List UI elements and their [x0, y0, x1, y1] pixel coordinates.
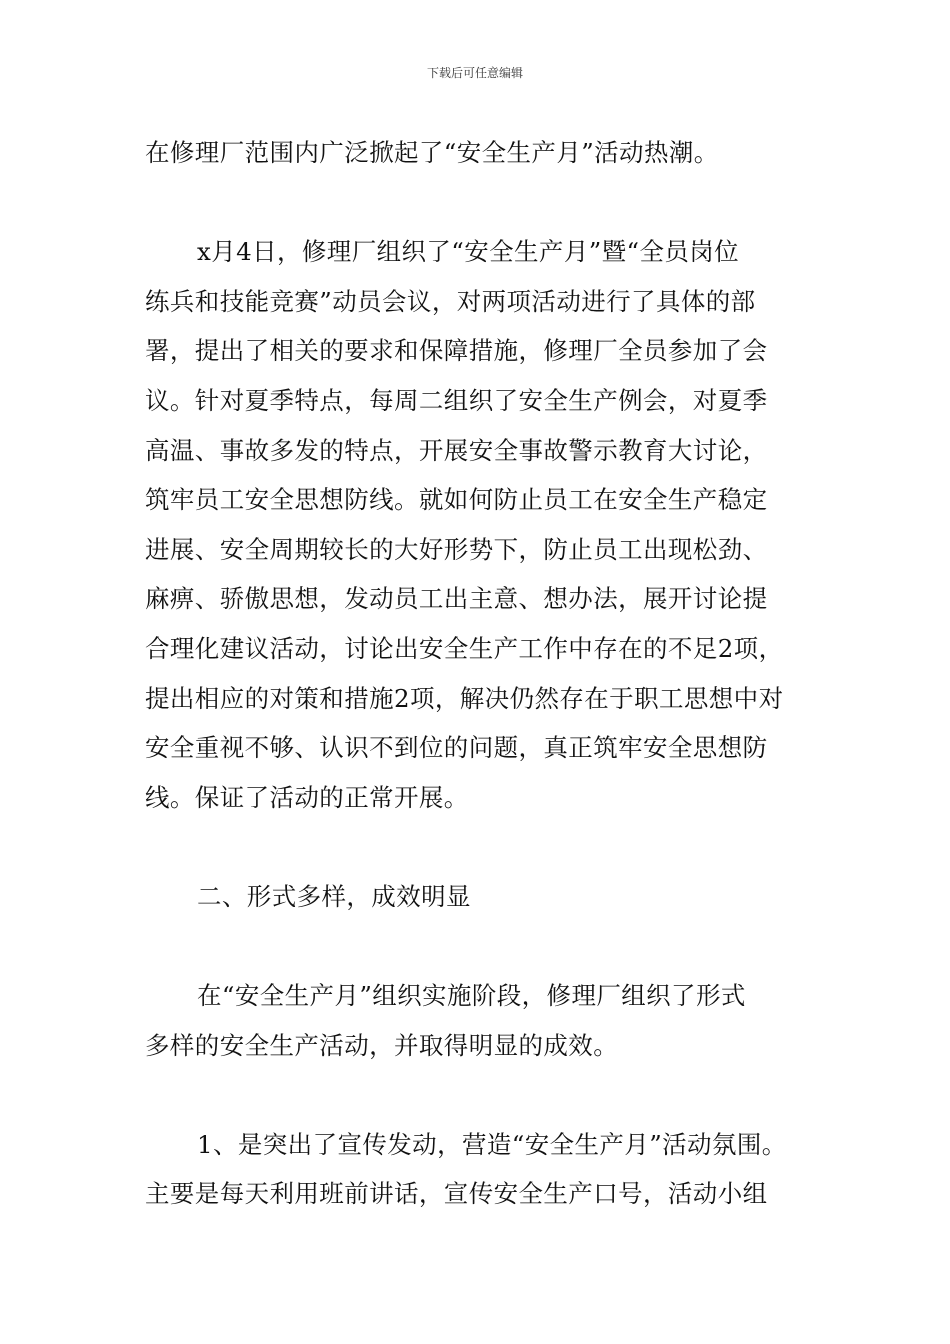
paragraph-2-line-4: 议。针对夏季特点，每周二组织了安全生产例会，对夏季 — [145, 385, 768, 415]
paragraph-2-line-9: 合理化建议活动，讨论出安全生产工作中存在的不足2项， — [145, 633, 784, 663]
paragraph-4-line-2: 主要是每天利用班前讲话，宣传安全生产口号，活动小组 — [145, 1179, 768, 1209]
paragraph-2-line-7: 进展、安全周期较长的大好形势下，防止员工出现松劲、 — [145, 534, 768, 564]
paragraph-2-line-1: x月4日，修理厂组织了“安全生产月”暨“全员岗位 — [197, 237, 740, 267]
paragraph-2-line-5: 高温、事故多发的特点，开展安全事故警示教育大讨论， — [145, 435, 768, 465]
paragraph-2-line-12: 线。保证了活动的正常开展。 — [145, 782, 469, 812]
paragraph-gap — [145, 178, 810, 228]
paragraph-4-line-1: 1、是突出了宣传发动，营造“安全生产月”活动氛围。 — [197, 1129, 787, 1159]
paragraph-2-line-8: 麻痹、骄傲思想，发动员工出主意、想办法，展开讨论提 — [145, 584, 768, 614]
paragraph-2-line-10: 提出相应的对策和措施2项，解决仍然存在于职工思想中对 — [145, 683, 784, 713]
paragraph-2-line-6: 筑牢员工安全思想防线。就如何防止员工在安全生产稳定 — [145, 485, 768, 515]
section-heading: 二、形式多样，成效明显 — [197, 881, 471, 911]
paragraph-1-line-1: 在修理厂范围内广泛掀起了“安全生产月”活动热潮。 — [145, 138, 719, 167]
paragraph-3-line-1: 在“安全生产月”组织实施阶段，修理厂组织了形式 — [197, 981, 746, 1011]
paragraph-2-line-2: 练兵和技能竞赛”动员会议，对两项活动进行了具体的部 — [145, 286, 756, 316]
document-body — [145, 128, 810, 1219]
paragraph-3-line-2: 多样的安全生产活动，并取得明显的成效。 — [145, 1030, 619, 1060]
paragraph-gap — [145, 822, 810, 872]
paragraph-2-line-3: 署，提出了相关的要求和保障措施，修理厂全员参加了会 — [145, 336, 768, 366]
paragraph-gap — [145, 922, 810, 972]
paragraph-gap — [145, 1070, 810, 1120]
paragraph-2-line-11: 安全重视不够、认识不到位的问题，真正筑牢安全思想防 — [145, 733, 768, 763]
page-header-note: 下载后可任意编辑 — [426, 66, 523, 80]
